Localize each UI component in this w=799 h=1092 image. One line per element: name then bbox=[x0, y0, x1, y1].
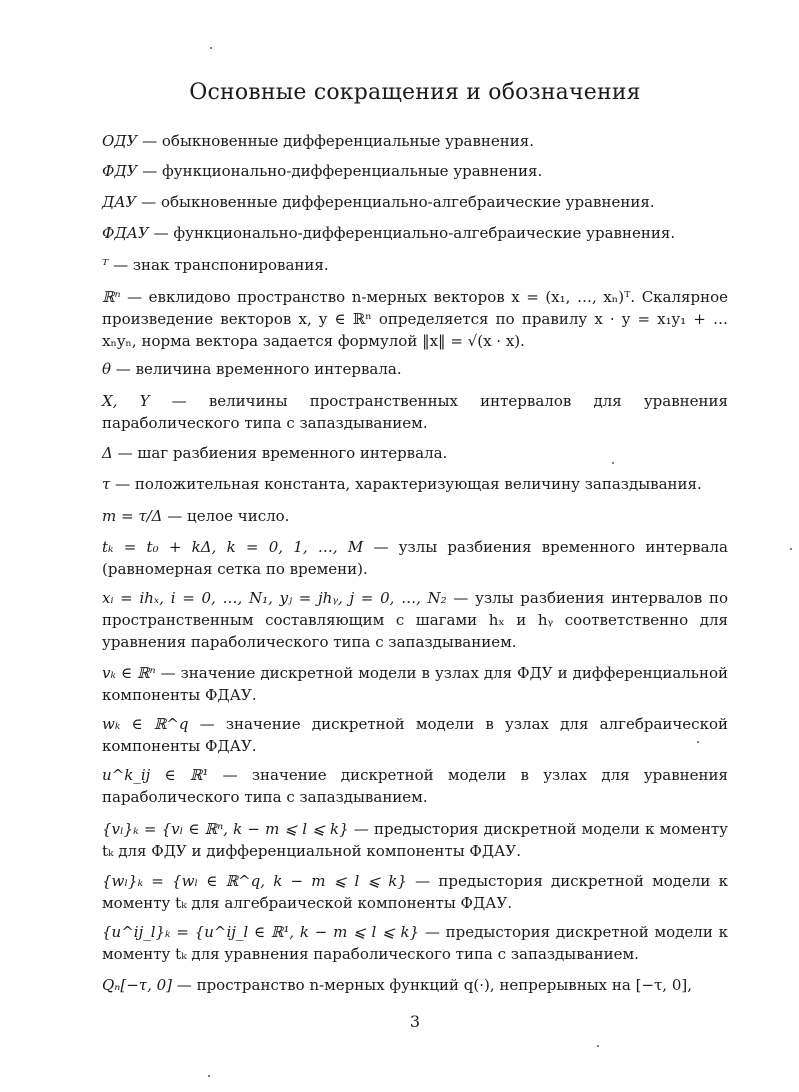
entry-text: — знак транспонирования. bbox=[108, 256, 329, 274]
entry-qn-space bbox=[102, 974, 728, 996]
entry-term: {u^ij_l}ₖ = {u^ij_l ∈ ℝ¹, k − m ⩽ l ⩽ k} bbox=[102, 923, 420, 941]
entry-term: ℝⁿ bbox=[102, 288, 121, 306]
entry-term: m = τ/Δ bbox=[102, 507, 163, 525]
entry-odu bbox=[102, 130, 728, 152]
entry-text: — узлы разбиения интервалов по пространственным составляющим с шагами hₓ и hᵧ соответственно для уравнения параболического типа с запаздыванием. bbox=[102, 589, 728, 651]
entry-text: — евклидово пространство n-мерных векторов x = (x₁, …, xₙ)ᵀ. Скалярное произведение векторов x, y ∈ ℝⁿ определяется по правилу x · y = x₁y₁ + … xₙyₙ, норма вектора задается формулой ‖x‖ = √(x · x). bbox=[102, 288, 728, 350]
entry-term: ФДУ bbox=[102, 162, 138, 180]
entry-text: — предыстория дискретной модели к моменту tₖ для уравнения параболического типа с запаздыванием. bbox=[102, 923, 728, 963]
entry-text: — значение дискретной модели в узлах для алгебраической компоненты ФДАУ. bbox=[102, 715, 728, 755]
entry-term: θ bbox=[102, 360, 112, 378]
entry-wk bbox=[102, 713, 728, 757]
entry-term: {vₗ}ₖ = {vₗ ∈ ℝⁿ, k − m ⩽ l ⩽ k} bbox=[102, 820, 349, 838]
entry-theta bbox=[102, 358, 728, 380]
entry-term: xᵢ = ihₓ, i = 0, …, N₁, yⱼ = jhᵧ, j = 0, …, N₂ bbox=[102, 589, 447, 607]
entry-text: — пространство n-мерных функций q(·), непрерывных на [−τ, 0], bbox=[172, 976, 693, 994]
entry-tau bbox=[102, 473, 728, 495]
entry-term: τ bbox=[102, 475, 111, 493]
page-number: 3 bbox=[409, 1012, 421, 1031]
entry-space-nodes bbox=[102, 587, 728, 653]
entry-delta bbox=[102, 442, 728, 464]
entry-text: — величина временного интервала. bbox=[111, 360, 402, 378]
entry-m bbox=[102, 505, 728, 527]
entry-text: — узлы разбиения временного интервала (равномерная сетка по времени). bbox=[102, 538, 728, 578]
entry-text: — значение дискретной модели в узлах для ФДУ и дифференциальной компоненты ФДАУ. bbox=[102, 664, 728, 704]
entry-prehistory-v bbox=[102, 818, 728, 862]
entry-text: — значение дискретной модели в узлах для уравнения параболического типа с запаздыванием. bbox=[102, 766, 728, 806]
entry-term: Qₙ[−τ, 0] bbox=[102, 976, 173, 994]
entry-text: — величины пространственных интервалов для уравнения параболического типа с запаздыванием. bbox=[102, 392, 728, 432]
scan-speck bbox=[210, 47, 212, 49]
entry-term: Δ bbox=[102, 444, 113, 462]
scan-speck bbox=[790, 548, 792, 550]
scan-speck bbox=[208, 1075, 210, 1077]
scan-speck bbox=[697, 741, 699, 743]
entry-text: — целое число. bbox=[162, 507, 290, 525]
entry-prehistory-u bbox=[102, 921, 728, 965]
entry-fdau bbox=[102, 222, 728, 244]
entry-term: X, Y bbox=[102, 392, 150, 410]
entry-euclidean-space bbox=[102, 286, 728, 352]
entry-text: — обыкновенные дифференциальные уравнения. bbox=[137, 132, 535, 150]
entry-term: wₖ ∈ ℝ^q bbox=[102, 715, 189, 733]
entry-xy-intervals bbox=[102, 390, 728, 434]
scan-speck bbox=[612, 462, 614, 464]
entry-term: {wₗ}ₖ = {wₗ ∈ ℝ^q, k − m ⩽ l ⩽ k} bbox=[102, 872, 407, 890]
entry-term: ᵀ bbox=[102, 256, 109, 274]
entry-vk bbox=[102, 662, 728, 706]
entry-text: — предыстория дискретной модели к моменту tₖ для ФДУ и дифференциальной компоненты ФДАУ. bbox=[102, 820, 728, 860]
scan-speck bbox=[597, 1045, 599, 1047]
entry-term: ОДУ bbox=[102, 132, 138, 150]
entry-text: — шаг разбиения временного интервала. bbox=[112, 444, 448, 462]
entry-prehistory-w bbox=[102, 870, 728, 914]
page-title: Основные сокращения и обозначения bbox=[189, 80, 641, 105]
entry-term: tₖ = t₀ + kΔ, k = 0, 1, …, M bbox=[102, 538, 364, 556]
entry-term: u^k_ij ∈ ℝ¹ bbox=[102, 766, 209, 784]
entry-transpose bbox=[102, 254, 728, 276]
entry-text: — предыстория дискретной модели к моменту tₖ для алгебраической компоненты ФДАУ. bbox=[102, 872, 728, 912]
entry-text: — функционально-дифференциальные уравнения. bbox=[137, 162, 543, 180]
entry-text: — обыкновенные дифференциально-алгебраические уравнения. bbox=[136, 193, 655, 211]
entry-term: vₖ ∈ ℝⁿ bbox=[102, 664, 156, 682]
entry-text: — функционально-дифференциально-алгебраические уравнения. bbox=[148, 224, 676, 242]
entry-term: ДАУ bbox=[102, 193, 137, 211]
entry-term: ФДАУ bbox=[102, 224, 149, 242]
entry-dau bbox=[102, 191, 728, 213]
entry-time-nodes bbox=[102, 536, 728, 580]
entry-ukij bbox=[102, 764, 728, 808]
entry-text: — положительная константа, характеризующая величину запаздывания. bbox=[110, 475, 702, 493]
entry-fdu bbox=[102, 160, 728, 182]
